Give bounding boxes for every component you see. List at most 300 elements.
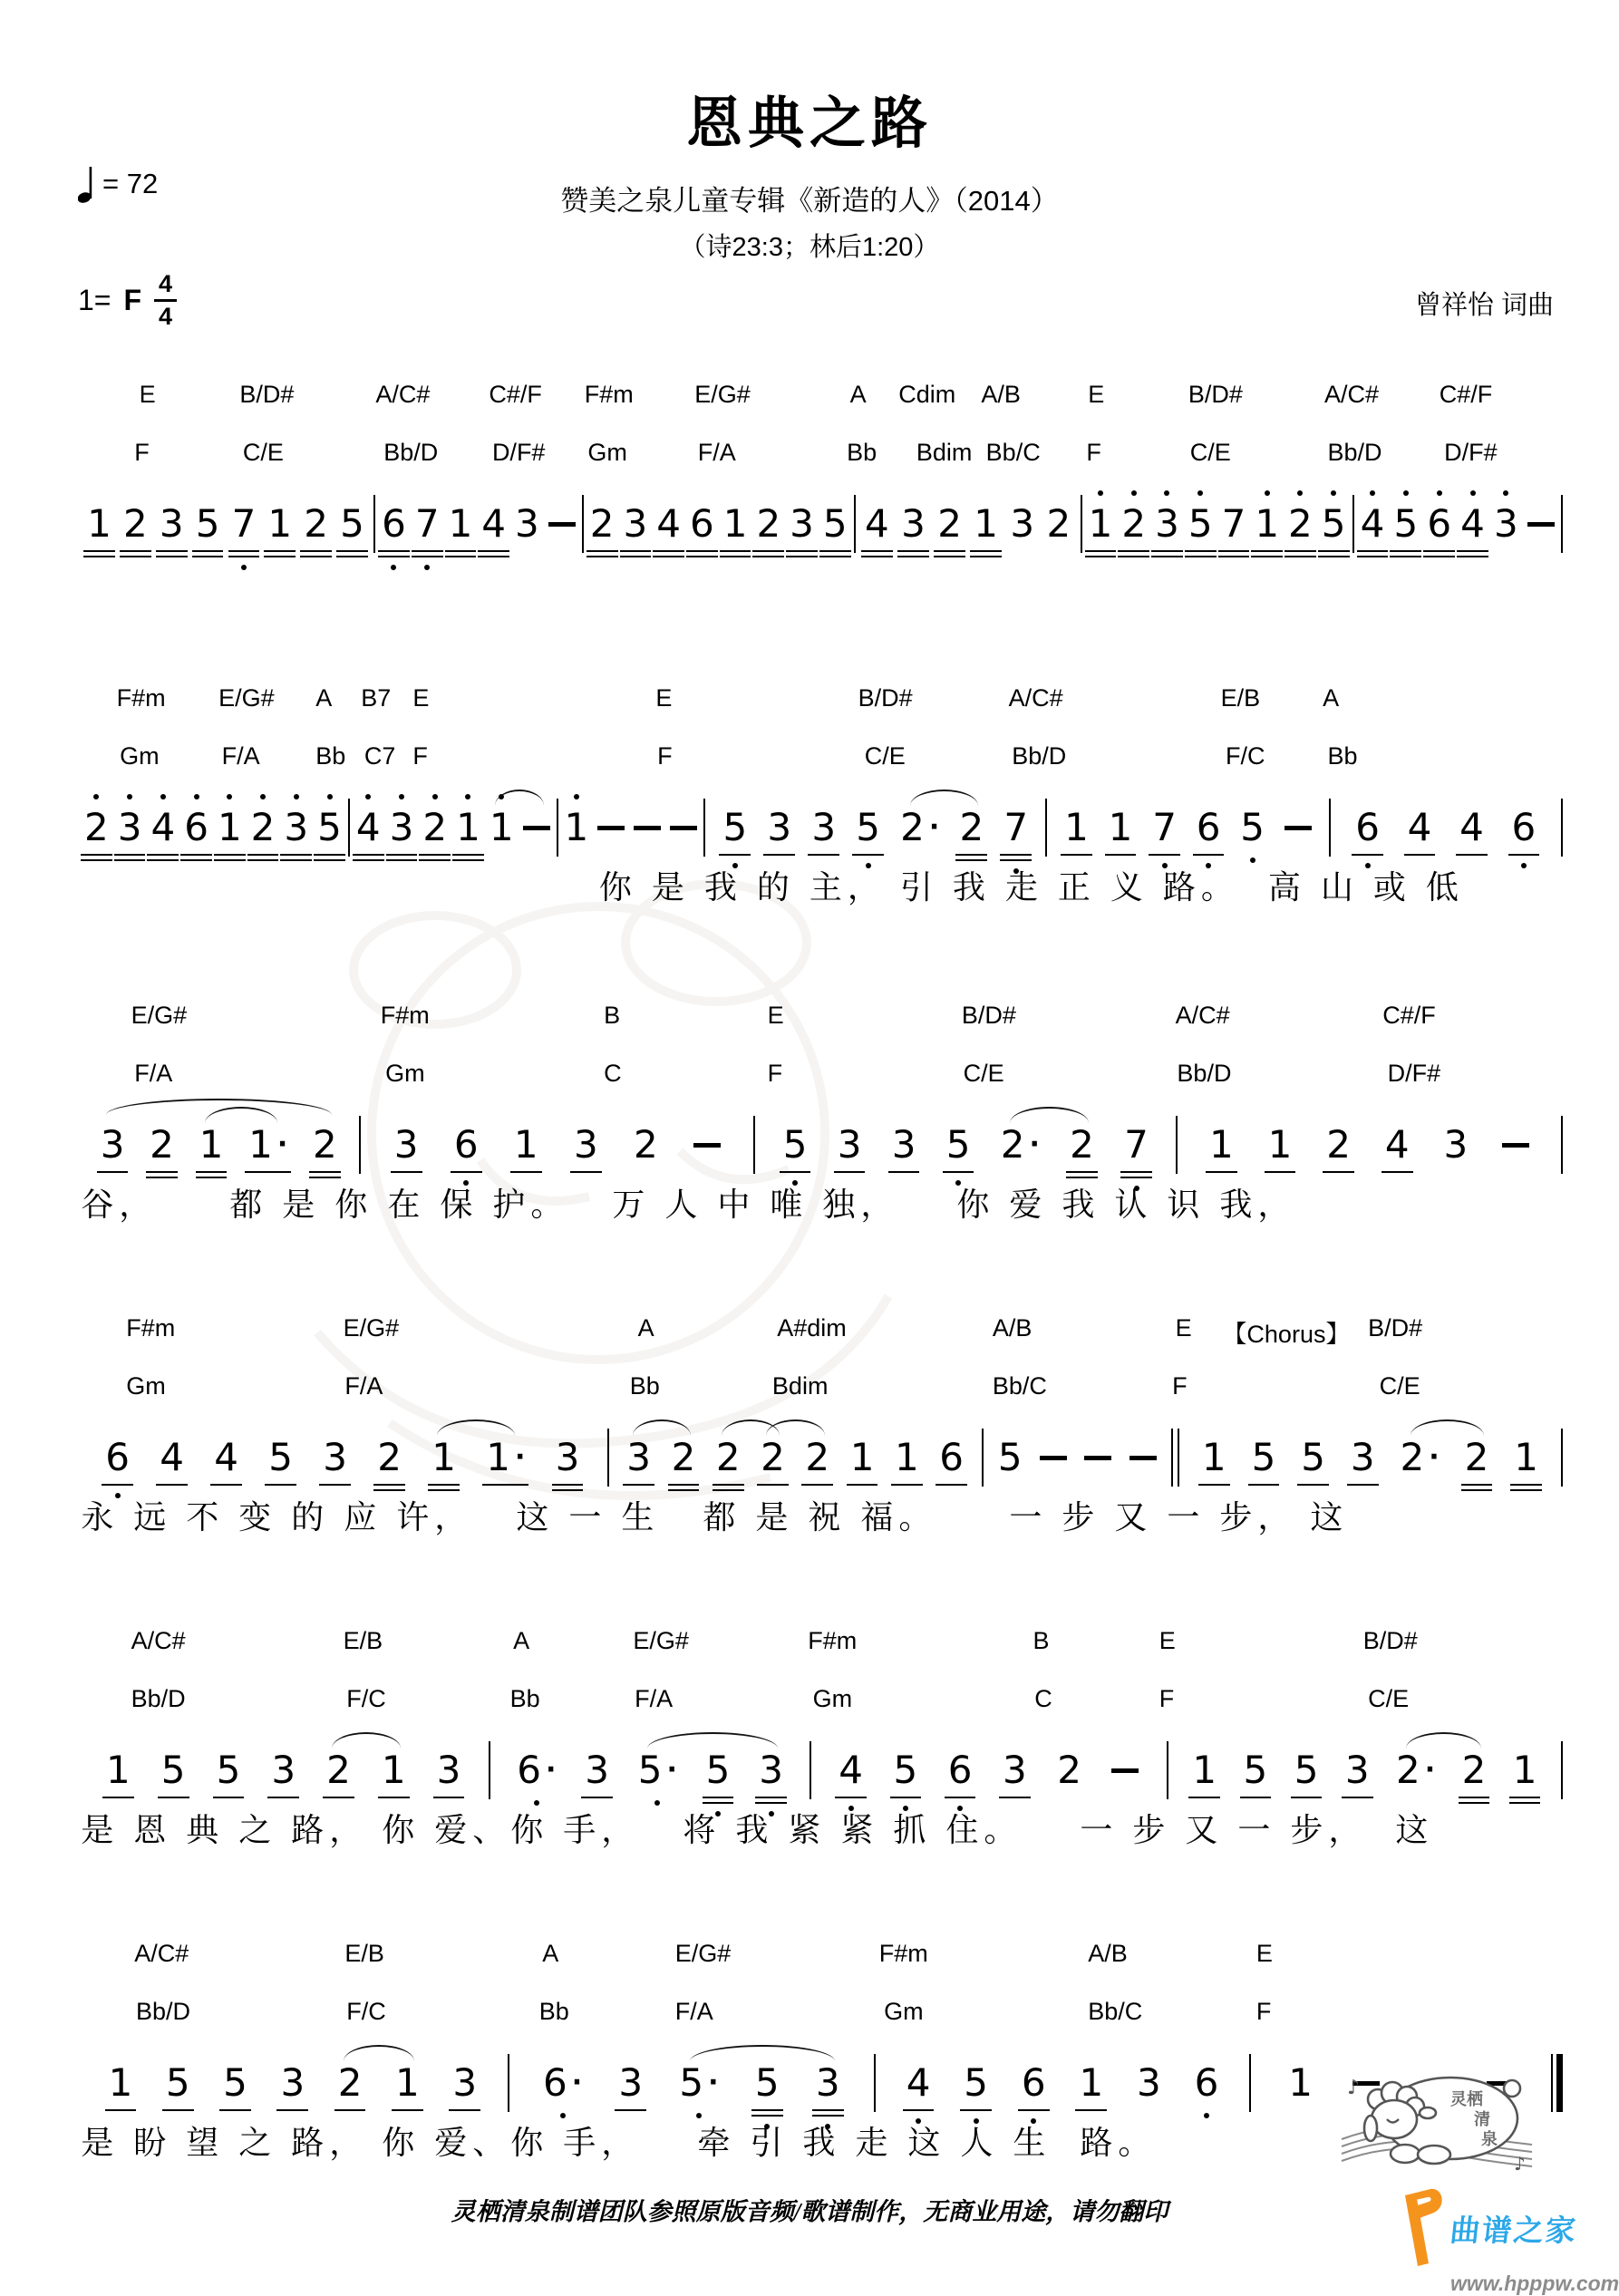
note-number: 3 — [1150, 501, 1184, 547]
barline — [703, 799, 705, 857]
beam-line — [309, 1171, 341, 1174]
octave-dot-high — [574, 794, 579, 799]
beam-line — [81, 859, 112, 862]
chord-label: Bb/C — [985, 439, 1041, 466]
augmentation-dot: · — [666, 1754, 677, 1786]
note-number: 2 — [1057, 1748, 1081, 1792]
chord-label: B/D# — [961, 1002, 1016, 1029]
note-number: 3 — [113, 805, 147, 850]
note-number: 4 — [209, 1435, 243, 1480]
note-number: 3 — [432, 1748, 466, 1793]
chord-label: C — [1034, 1685, 1052, 1712]
barline — [557, 799, 558, 857]
beam-line — [214, 854, 246, 857]
chord-label: A — [637, 1314, 654, 1342]
chord-label: A/C# — [1323, 381, 1379, 408]
beam-line — [970, 556, 1002, 558]
sheep-logo — [1340, 2068, 1535, 2186]
beam-line — [686, 556, 718, 558]
octave-dot-low — [241, 565, 247, 570]
measure — [877, 2047, 1247, 2119]
octave-dot-low — [1204, 2113, 1209, 2118]
chord-label: Gm — [884, 1998, 924, 2025]
beam-line — [720, 556, 751, 558]
measure — [985, 1421, 1169, 1494]
note-number: 3 — [279, 805, 313, 850]
chord-row-sharp — [0, 1627, 1619, 1658]
chord-label: F#m — [380, 1002, 430, 1029]
beam-line — [386, 859, 418, 862]
beam-line — [378, 1797, 410, 1799]
lyrics-line: 永 远 不 变 的 应 许， 这 一 生 都 是 祝 福。 一 步 又 一 步， 这 — [81, 1498, 1349, 1536]
chord-row-sharp — [0, 381, 1619, 412]
octave-dot-high — [160, 794, 166, 799]
note-number: 3 — [448, 2060, 481, 2106]
svg-text:灵栖: 灵栖 — [1450, 2090, 1483, 2108]
beam-line — [334, 2109, 366, 2112]
barline — [348, 799, 350, 857]
beam-line — [1240, 1797, 1272, 1799]
measure — [1084, 488, 1351, 560]
note-number: 5 — [1317, 501, 1351, 547]
beam-line — [835, 1797, 867, 1799]
beam-line — [1085, 550, 1117, 553]
chord-label: D/F# — [491, 439, 546, 466]
chord-label: Cdim — [898, 381, 956, 408]
barline — [1249, 2054, 1251, 2112]
beam-line — [1188, 1797, 1220, 1799]
note-number: 2 — [418, 805, 451, 850]
beam-line — [720, 550, 751, 553]
beam-line — [192, 556, 224, 558]
slur-arc — [910, 790, 978, 806]
chord-label: F/A — [221, 742, 260, 770]
note-number: 5 — [997, 1435, 1023, 1479]
octave-dot-low — [391, 565, 396, 570]
chord-label: C/E — [864, 742, 906, 770]
augmentation-dot: · — [1429, 1441, 1440, 1473]
final-barline — [1551, 2054, 1563, 2112]
beam-line — [276, 2109, 308, 2112]
beam-line — [888, 1171, 920, 1174]
beam-line — [353, 859, 384, 862]
chord-label: B/D# — [1188, 381, 1243, 408]
beam-line — [780, 1171, 811, 1174]
dash-glyph — [523, 826, 550, 830]
music-system — [0, 381, 1619, 616]
octave-dot-high — [1437, 490, 1442, 496]
chord-label: B/D# — [858, 684, 913, 712]
note-number: 5 — [889, 1748, 923, 1793]
beam-line — [378, 550, 410, 553]
octave-dot-high — [194, 794, 199, 799]
chord-label: E — [1175, 1314, 1192, 1342]
beam-line — [570, 1171, 602, 1174]
beam-line — [752, 556, 784, 558]
beam-line — [433, 1797, 465, 1799]
augmentation-dot: · — [571, 2067, 583, 2098]
beam-line — [336, 550, 368, 553]
note-number: 3 — [619, 501, 653, 547]
slur-arc — [344, 2045, 414, 2061]
note-dash — [1498, 1122, 1534, 1167]
barline — [854, 495, 856, 553]
chord-label: A/C# — [1175, 1002, 1230, 1029]
beam-line — [890, 1797, 922, 1799]
chord-label: Bb — [315, 742, 346, 770]
beam-line — [1066, 1171, 1098, 1174]
beam-line — [1061, 854, 1092, 857]
chord-label: Bb/D — [136, 1998, 191, 2025]
chord-label: C — [604, 1060, 622, 1087]
note-number: 2 — [712, 1435, 745, 1480]
chord-label: E/G# — [218, 684, 275, 712]
chord-label: E — [412, 684, 430, 712]
note-number: 7 — [411, 501, 444, 547]
note-number: 5 — [212, 1748, 246, 1793]
barline — [1329, 799, 1331, 857]
quarter-note-icon — [78, 163, 93, 205]
chord-label: D/F# — [1387, 1060, 1441, 1087]
time-denominator: 4 — [159, 303, 173, 330]
beam-line — [812, 2115, 844, 2117]
chord-label: F — [657, 742, 673, 770]
note-number: 1 — [719, 501, 752, 547]
beam-line — [196, 1171, 228, 1174]
chord-label: Gm — [812, 1685, 853, 1712]
chord-label: Bb — [538, 1998, 569, 2025]
barline — [1045, 799, 1047, 857]
note-number: 2 — [1460, 1435, 1494, 1480]
dash-glyph — [1502, 1143, 1529, 1148]
beam-line — [147, 859, 179, 862]
beam-line — [264, 550, 296, 553]
note-number: 5 — [702, 1748, 735, 1793]
beam-line — [392, 2109, 423, 2112]
slur-arc — [437, 1419, 515, 1436]
note-number: 1 — [1205, 1122, 1238, 1167]
beam-line — [812, 2109, 844, 2112]
note-number: 2 — [933, 501, 966, 547]
beam-line — [192, 550, 224, 553]
svg-text:清: 清 — [1474, 2110, 1490, 2128]
measure — [1170, 1734, 1559, 1807]
note-number: 3 — [276, 2060, 309, 2106]
note-number: 3 — [551, 1435, 585, 1480]
beam-line — [1390, 550, 1421, 553]
beam-line — [713, 1484, 744, 1487]
chord-row-flat — [0, 1685, 1619, 1716]
beam-line — [280, 859, 312, 862]
beam-line — [219, 2109, 251, 2112]
beam-line — [1510, 1484, 1542, 1487]
note-number: 5 — [157, 1748, 190, 1793]
note-number: 3 — [390, 1122, 423, 1167]
octave-dot-high — [365, 794, 371, 799]
note-number: 2 — [800, 1435, 834, 1480]
barline — [1561, 495, 1563, 553]
note-number: 1 — [391, 2060, 424, 2106]
chord-label: F — [134, 439, 150, 466]
beam-line — [801, 1484, 833, 1487]
chord-label: Bb/D — [131, 1685, 186, 1712]
octave-dot-high — [1470, 490, 1476, 496]
note-number: 5 — [779, 1122, 812, 1167]
barline — [1561, 1741, 1563, 1799]
beam-line — [323, 1797, 354, 1799]
beam-line — [1423, 550, 1455, 553]
lyrics-line: 你 是 我 的 主， 引 我 走 正 义 路。 高 山 或 低 — [598, 868, 1464, 906]
beam-line — [265, 1484, 296, 1487]
dash-glyph — [1111, 1768, 1139, 1773]
chord-label: Gm — [120, 742, 160, 770]
measure — [1179, 1109, 1559, 1181]
measure — [560, 791, 703, 864]
beam-line — [373, 1484, 405, 1487]
note-number: 5 — [851, 805, 885, 850]
dash-glyph — [670, 826, 697, 830]
note-number: 4 — [1403, 805, 1437, 850]
octave-dot-high — [1197, 490, 1203, 496]
note-number: 7 — [1148, 805, 1181, 850]
chord-label: C/E — [242, 439, 284, 466]
beam-line — [834, 1171, 866, 1174]
note-number: 1 — [560, 805, 594, 850]
note-number: 1 — [102, 1748, 135, 1793]
note-number: 1 — [213, 805, 247, 850]
octave-dot-high — [1098, 490, 1103, 496]
octave-dot-high — [1265, 490, 1270, 496]
note-dash — [689, 1122, 725, 1167]
beam-line — [319, 1484, 351, 1487]
beam-line — [755, 1797, 787, 1799]
barline — [1561, 1429, 1563, 1487]
chord-label: E/G# — [694, 381, 751, 408]
time-signature — [154, 272, 177, 329]
note-number: 7 — [1120, 1122, 1153, 1167]
chord-label: C7 — [364, 742, 396, 770]
chord-label: F — [1086, 439, 1101, 466]
note-number: 1 — [1104, 805, 1138, 850]
chord-label: C#/F — [1439, 381, 1493, 408]
note-number: 2 — [634, 1122, 658, 1167]
note-number: 5 — [1239, 1748, 1273, 1793]
slur-arc — [690, 2045, 835, 2061]
beam-line — [245, 1171, 291, 1174]
beam-line — [897, 550, 929, 553]
dash-glyph — [597, 826, 625, 830]
chord-label: A/B — [981, 381, 1021, 408]
note-number: 4 — [652, 501, 685, 547]
beam-line — [213, 1797, 245, 1799]
octave-dot-high — [432, 794, 438, 799]
chord-label: F — [1159, 1685, 1175, 1712]
beam-line — [620, 550, 652, 553]
chord-label: A/C# — [131, 1627, 186, 1654]
note-number: 4 — [902, 2060, 936, 2106]
note-number: 5 — [191, 501, 225, 547]
beam-line — [114, 854, 146, 857]
note-number: 3 — [833, 1122, 867, 1167]
note-number: 2 — [1322, 1122, 1355, 1167]
beam-line — [162, 2109, 194, 2112]
note-number: 3 — [1010, 501, 1035, 546]
octave-dot-high — [93, 794, 99, 799]
beam-line — [751, 2109, 783, 2112]
beam-line — [903, 2109, 935, 2112]
beam-line — [214, 859, 246, 862]
beam-line — [752, 550, 784, 553]
beam-line — [786, 550, 818, 553]
beam-line — [1000, 859, 1032, 862]
chord-row-flat — [0, 1372, 1619, 1403]
note-number: 5 — [718, 805, 751, 850]
note-number: 1 — [1060, 805, 1093, 850]
chord-label: Gm — [385, 1060, 425, 1087]
barline — [508, 2054, 509, 2112]
note-number: 1 — [890, 1435, 924, 1480]
chord-label: E — [1255, 1940, 1273, 1967]
measure — [1181, 1421, 1559, 1494]
beam-line — [1018, 2109, 1050, 2112]
beam-line — [1459, 1802, 1490, 1805]
chord-label: C/E — [1368, 1685, 1410, 1712]
note-number: 1 — [969, 501, 1003, 547]
note-number: 3 — [807, 805, 840, 850]
beam-line — [146, 1171, 178, 1174]
beam-line — [1357, 550, 1389, 553]
octave-dot-high — [1131, 490, 1137, 496]
beam-line — [419, 854, 451, 857]
chord-label: C/E — [1189, 439, 1231, 466]
chord-label: A — [849, 381, 867, 408]
note-dash — [1107, 1748, 1143, 1793]
beam-line — [1120, 1177, 1152, 1179]
note-number: 6 — [1422, 501, 1456, 547]
key-letter: F — [123, 284, 142, 316]
beam-line — [373, 1489, 405, 1492]
page-title: 恩典之路 — [685, 92, 933, 155]
beam-line — [264, 556, 296, 558]
octave-dot-high — [1503, 490, 1508, 496]
note-number: 2 — [80, 805, 113, 850]
chord-row-flat — [0, 742, 1619, 773]
beam-line — [353, 854, 384, 857]
chord-label: Bdim — [771, 1372, 829, 1400]
barline — [582, 495, 584, 553]
beam-line — [763, 854, 795, 857]
beam-line — [1352, 854, 1383, 857]
beam-line — [552, 1484, 584, 1487]
chord-label: F — [1172, 1372, 1188, 1400]
measure — [1049, 791, 1326, 864]
beam-line — [428, 1484, 460, 1487]
note-number: 2 · — [1396, 1748, 1436, 1792]
beam-line — [1118, 550, 1149, 553]
chord-label: E/G# — [131, 1002, 188, 1029]
note-number: 4 — [1381, 1122, 1414, 1167]
music-system — [0, 684, 1619, 920]
chord-label: E — [655, 684, 673, 712]
note-number: 6 — [1192, 805, 1226, 850]
composer-credit: 曾祥怡 词曲 — [1414, 291, 1554, 320]
beam-line — [309, 1177, 341, 1179]
measure — [611, 1421, 980, 1494]
note-number: 2 — [299, 501, 333, 547]
octave-dot-high — [1370, 490, 1375, 496]
beam-line — [897, 556, 929, 558]
note-number: 4 — [477, 501, 510, 547]
slur-arc — [1406, 1732, 1481, 1749]
svg-text:泉: 泉 — [1481, 2130, 1498, 2148]
beam-line — [510, 1171, 542, 1174]
beam-line — [445, 556, 477, 558]
note-number: 4 — [860, 501, 894, 547]
augmentation-dot: · — [276, 1129, 288, 1160]
augmentation-dot: · — [515, 1441, 526, 1473]
tempo-marking — [78, 163, 158, 205]
note-number: 7 — [228, 501, 261, 547]
beam-line — [228, 556, 260, 558]
barline — [982, 1429, 984, 1487]
note-number: 4 — [146, 805, 179, 850]
note-number: 1 — [195, 1122, 228, 1167]
note-number: 6 — [1190, 2060, 1224, 2106]
note-number: 2 · — [1400, 1435, 1440, 1479]
beam-line — [97, 1171, 129, 1174]
beam-line — [653, 556, 684, 558]
note-number: 2 — [955, 805, 988, 850]
dash-glyph — [693, 1143, 721, 1148]
note-number: 3 — [96, 1122, 130, 1167]
note-number: 3 — [1443, 1122, 1469, 1167]
chord-label: C/E — [963, 1060, 1004, 1087]
beam-line — [1404, 854, 1436, 857]
chord-label: A/B — [1088, 1940, 1128, 1967]
measure — [1356, 488, 1559, 560]
music-system — [0, 1314, 1619, 1550]
barline — [874, 2054, 876, 2112]
dash-glyph — [1040, 1456, 1067, 1460]
beam-line — [83, 556, 115, 558]
beam-line — [1357, 556, 1389, 558]
note-number: 2 — [145, 1122, 179, 1167]
measure — [80, 1734, 487, 1807]
octave-dot-low — [1521, 863, 1527, 868]
octave-dot-high — [1164, 490, 1169, 496]
notes-row — [80, 1421, 1565, 1494]
beam-line — [1120, 1171, 1152, 1174]
note-number: 5 — [819, 501, 852, 547]
barline — [810, 1741, 811, 1799]
note-number: 5 — [1236, 805, 1269, 850]
chord-row-sharp — [0, 1940, 1619, 1971]
note-dash — [593, 805, 629, 850]
beam-line — [1381, 1171, 1413, 1174]
beam-line — [180, 854, 212, 857]
note-number: 1 — [1188, 1748, 1221, 1793]
octave-dot-high — [227, 794, 232, 799]
beam-line — [719, 854, 751, 857]
chord-label: E/B — [343, 1627, 383, 1654]
note-number: 5 — [1184, 501, 1217, 547]
chord-label: Bb — [847, 439, 877, 466]
chord-row-sharp — [0, 684, 1619, 715]
note-number: 3 — [897, 501, 930, 547]
octave-dot-high — [1331, 490, 1336, 496]
beam-line — [819, 550, 851, 553]
note-number: 1 — [444, 501, 478, 547]
